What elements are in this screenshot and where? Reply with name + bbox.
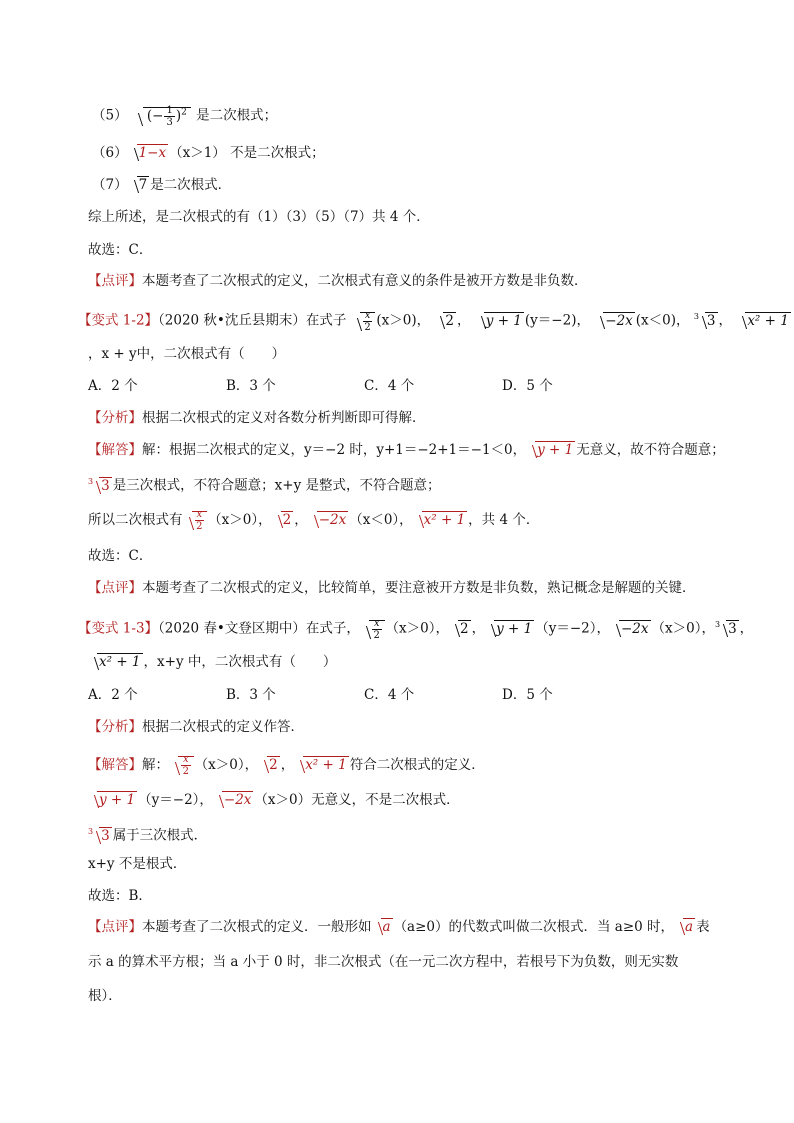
option-c: C．4 个: [364, 378, 415, 394]
variant-1-2-options: [88, 376, 553, 396]
radicand: y + 1: [537, 442, 574, 458]
expr-1: (x＞0)，: [376, 312, 431, 329]
answer-tag: 【解答】: [88, 757, 142, 773]
radicand: 3: [706, 312, 716, 329]
variant-1-3-options: [88, 685, 553, 705]
analysis-tag: 【分析】: [88, 410, 142, 426]
option-c: C．4 个: [364, 687, 415, 703]
answer-tag: 【解答】: [88, 442, 142, 458]
summary: 综上所述，是二次根式的有（1）（3）（5）（7）共 4 个．: [88, 209, 430, 225]
radicand: y + 1: [485, 312, 522, 329]
fraction: $\frac{x}{2}$: [196, 509, 203, 532]
answer-text: （x＞0），: [194, 757, 259, 773]
radicand: [143, 104, 191, 128]
sqrt-frac: [170, 754, 194, 777]
variant-1-2-line2: ，x + y中，二次根式有（ ）: [88, 346, 286, 362]
answer-text: 无意义，故不符合题意；: [576, 442, 725, 458]
expr-4-cond: （x＞0），: [651, 620, 715, 637]
analysis-text: 根据二次根式的定义作答．: [142, 719, 304, 735]
item-label: （5）: [92, 107, 128, 124]
fraction: $\frac{x}{2}$: [182, 754, 189, 777]
frac-num: 1: [166, 104, 173, 116]
radicand: x² + 1: [423, 512, 466, 528]
sqrt-y-plus-1: [527, 440, 575, 460]
answer-text: 是三次根式，不符合题意；x+y 是整式，不符合题意；: [112, 477, 441, 494]
item-label: （7）: [92, 177, 128, 193]
variant-1-3-comment-1: [88, 917, 710, 937]
item-text: 不是二次根式；: [230, 145, 325, 161]
item-5: [92, 102, 277, 128]
sqrt-x2-plus-1: [295, 755, 349, 775]
radicand: y + 1: [496, 620, 533, 637]
radicand: x² + 1: [99, 654, 141, 670]
variant-1-2-choose: 故选：C．: [88, 548, 153, 564]
variant-1-2-question: 【变式 1-2】（2020 秋•沈丘县期末）在式子 $\frac{x}{2}$ (x＞0)， 2 ， y + 1 (y＝−2)， −2x (x＜0)， $^3$ 3 ， x² + 1: [78, 309, 789, 333]
power: 2: [181, 107, 187, 117]
option-b: B．3 个: [226, 687, 276, 703]
radicand: 7: [138, 177, 148, 193]
sqrt-2: [450, 619, 471, 639]
item-label: （6）: [92, 145, 128, 161]
radicand: −2x: [605, 312, 633, 329]
radicand: a: [685, 919, 694, 935]
answer-text: 所以二次根式有: [88, 512, 183, 528]
radicand: [178, 754, 194, 777]
variant-1-2-answer-2: $^3$ 3 是三次根式，不符合题意；x+y 是整式，不符合题意；: [88, 477, 441, 494]
variant-1-3-line2: [88, 652, 336, 672]
variant-1-2-analysis: [88, 408, 426, 428]
comment-tag: 【点评】: [88, 919, 142, 935]
radicand: −2x: [223, 792, 252, 808]
cbrt-3: [718, 619, 739, 639]
sqrt-neg-2x: [309, 510, 349, 530]
radicand: 3: [101, 477, 110, 494]
sqrt-2: [259, 755, 280, 775]
sqrt-a: [675, 917, 695, 937]
variant-1-2-answer-3: 所以二次根式有 $\frac{x}{2}$ （x＞0）， 2 ， −2x （x＜0）， x² + 1 ，共 4 个．: [88, 509, 540, 532]
radicand-text: (−: [146, 107, 164, 124]
variant-1-3-answer-1: 【解答】解： $\frac{x}{2}$ （x＞0）， 2 ， x² + 1 符合二次根式的定义．: [88, 754, 485, 777]
sqrt-y-plus-1: [89, 790, 137, 810]
cbrt-3: [91, 826, 112, 846]
comment-1: [88, 271, 588, 291]
option-d: D．5 个: [502, 687, 553, 703]
expr-3-cond: (y＝−2)，: [524, 312, 590, 329]
sqrt-neg-2x: [611, 619, 651, 639]
sqrt-x2-plus-1: [737, 311, 791, 331]
expr-1: （x＞0），: [385, 620, 449, 637]
radicand: 2: [445, 312, 454, 329]
sqrt-neg-2x: [214, 790, 254, 810]
comment-text: （a≥0）的代数式叫做二次根式．当 a≥0 时，: [393, 919, 675, 935]
variant-1-3-analysis: [88, 717, 304, 737]
radicand: a: [382, 919, 391, 935]
variant-1-3-answer-3: $^3$ 3 属于三次根式．: [88, 827, 208, 844]
option-d: D．5 个: [502, 378, 553, 394]
variant-1-3-comment-2: 示 a 的算术平方根；当 a 小于 0 时，非二次根式（在一元二次方程中，若根号下为负数，则无实数: [88, 954, 679, 970]
variant-tag: 【变式 1-2】: [78, 312, 159, 329]
answer-text: （x＜0），: [349, 512, 413, 528]
variant-1-2-answer-1: [88, 440, 725, 460]
sqrt-expression: [129, 175, 150, 195]
sqrt-y-plus-1: [486, 619, 534, 639]
answer-text: 解：根据二次根式的定义，y＝−2 时，y+1＝−2+1＝−1＜0，: [142, 442, 527, 458]
option-b: B．3 个: [226, 378, 276, 394]
item-6: [92, 143, 325, 163]
fraction: $\frac{x}{2}$: [364, 309, 371, 333]
sqrt-y-plus-1: [476, 311, 524, 331]
radicand: 2: [282, 512, 292, 528]
analysis-text: 根据二次根式的定义对各数分析判断即可得解．: [142, 410, 426, 426]
sqrt-expression: [129, 143, 169, 163]
radicand: 2: [460, 620, 469, 637]
option-a: A．2 个: [88, 687, 138, 703]
radicand: 2: [269, 757, 278, 773]
expr-3-cond: （y＝−2），: [535, 620, 610, 637]
radicand: −2x: [318, 512, 347, 528]
fraction: [164, 105, 174, 128]
variant-tag: 【变式 1-3】: [78, 620, 159, 637]
radicand: 3: [101, 827, 110, 844]
item-text: 是二次根式；: [196, 107, 278, 124]
variant-1-2-comment: [88, 578, 696, 598]
radicand: x² + 1: [305, 757, 347, 773]
radicand: 1−x: [138, 145, 167, 161]
sqrt-2: [435, 311, 456, 331]
answer-text: 符合二次根式的定义．: [349, 757, 485, 773]
condition: （x＞1）: [169, 145, 226, 161]
sqrt-2: [273, 510, 294, 530]
frac-den: 3: [166, 116, 173, 128]
cbrt-3: [697, 311, 718, 331]
comment-text: 本题考查了二次根式的定义，比较简单，要注意被开方数是非负数，熟记概念是解题的关键．: [142, 580, 696, 596]
answer-text: （x＞0）无意义，不是二次根式．: [254, 792, 460, 808]
radicand: −2x: [621, 620, 649, 637]
radicand: [360, 309, 376, 333]
comment-tag: 【点评】: [88, 273, 142, 289]
sqrt-expression: [133, 102, 191, 128]
variant-1-3-comment-3: 根）．: [88, 988, 122, 1004]
radicand-close: ): [175, 107, 182, 124]
comment-text: 本题考查了二次根式的定义，二次根式有意义的条件是被开方数是非负数．: [142, 273, 588, 289]
radicand: [192, 509, 208, 532]
sqrt-a: [373, 917, 393, 937]
line2-text: ，x+y 中，二次根式有（ ）: [143, 654, 337, 670]
variant-source: （2020 春•文登区期中）在式子，: [158, 620, 360, 637]
sqrt-frac: [361, 618, 385, 641]
answer-text: （y＝−2），: [138, 792, 213, 808]
answer-text: ，共 4 个．: [468, 512, 540, 528]
item-text: 是二次根式．: [150, 177, 232, 193]
variant-source: （2020 秋•沈丘县期末）在式子: [158, 312, 347, 329]
analysis-tag: 【分析】: [88, 719, 142, 735]
comment-tag: 【点评】: [88, 580, 142, 596]
choose-1: 故选：C．: [88, 242, 153, 258]
answer-text: 解：: [142, 757, 169, 773]
variant-1-3-question: 【变式 1-3】（2020 春•文登区期中）在式子， $\frac{x}{2}$ （x＞0）， 2 ， y + 1 （y＝−2）， −2x （x＞0），$^3$ 3 ，: [78, 617, 754, 641]
fraction: $\frac{x}{2}$: [373, 617, 380, 641]
option-a: A．2 个: [88, 378, 138, 394]
comment-text: 表: [696, 919, 710, 935]
variant-1-3-answer-2: [88, 790, 460, 810]
comment-text: 本题考查了二次根式的定义．一般形如: [142, 919, 372, 935]
radicand: [369, 617, 385, 641]
expr-4-cond: (x＜0)，: [635, 312, 690, 329]
radicand: 3: [728, 620, 737, 637]
radicand: y + 1: [99, 792, 136, 808]
answer-text: （x＞0），: [208, 512, 272, 528]
sqrt-frac: [352, 310, 376, 333]
answer-text: 属于三次根式．: [112, 827, 208, 844]
sqrt-x2-plus-1: [89, 652, 143, 672]
cbrt-3: [91, 476, 112, 496]
variant-1-3-answer-4: x+y 不是根式．: [88, 856, 187, 872]
sqrt-frac: [184, 509, 208, 532]
sqrt-x2-plus-1: [414, 510, 468, 530]
item-7: [92, 175, 231, 195]
variant-1-3-choose: 故选：B．: [88, 888, 152, 904]
radicand: x² + 1: [747, 312, 789, 329]
sqrt-neg-2x: [595, 311, 635, 331]
